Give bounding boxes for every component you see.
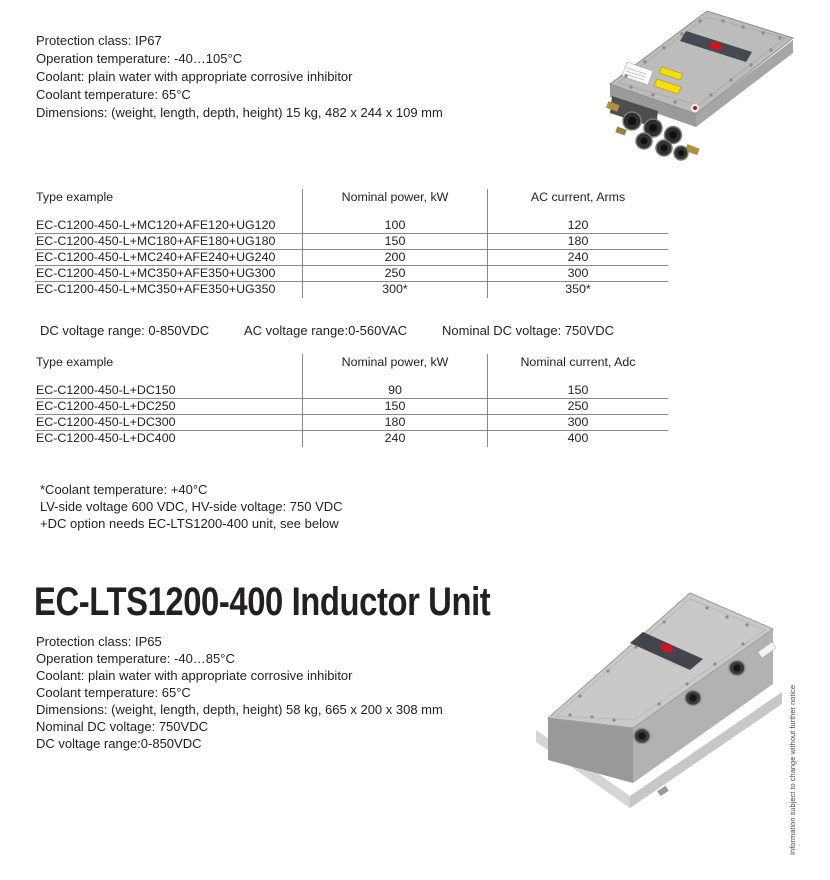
side-note: Information subject to change without further notice xyxy=(788,684,797,855)
footnote-line: +DC option needs EC-LTS1200-400 unit, see below xyxy=(40,516,339,531)
type-example-cell: EC-C1200-450-L+DC300 xyxy=(35,415,302,431)
footnote-line: LV-side voltage 600 VDC, HV-side voltage: 750 VDC xyxy=(40,499,343,514)
spec-line: Nominal DC voltage: 750VDC xyxy=(36,719,208,734)
spec-line: Coolant temperature: 65°C xyxy=(36,87,191,102)
value-cell: 300 xyxy=(487,415,668,431)
voltage-note: Nominal DC voltage: 750VDC xyxy=(442,323,614,338)
value-cell: 350* xyxy=(487,282,668,298)
spec-line: Operation temperature: -40…85°C xyxy=(36,651,235,666)
value-cell: 150 xyxy=(302,234,487,250)
value-cell: 180 xyxy=(487,234,668,250)
value-cell: 100 xyxy=(302,218,487,234)
type-example-cell: EC-C1200-450-L+MC180+AFE180+UG180 xyxy=(35,234,302,250)
footnote-line: *Coolant temperature: +40°C xyxy=(40,482,208,497)
type-example-cell: EC-C1200-450-L+MC350+AFE350+UG350 xyxy=(36,282,276,296)
converter-photo-illustration xyxy=(606,11,793,160)
voltage-note: DC voltage range: 0-850VDC xyxy=(40,323,210,338)
column-header: Nominal power, kW xyxy=(302,354,487,383)
red-seal-icon xyxy=(693,106,697,110)
inductor-spec-list xyxy=(36,633,443,752)
value-cell: 150 xyxy=(302,399,487,415)
column-header: Type example xyxy=(36,190,114,204)
spec-line: Dimensions: (weight, length, depth, height) 15 kg, 482 x 244 x 109 mm xyxy=(36,105,443,120)
column-header: Nominal power, kW xyxy=(302,189,487,218)
value-cell: 300 xyxy=(487,266,668,282)
column-header: AC current, Arms xyxy=(487,189,668,218)
inductor-product-photo xyxy=(530,588,790,808)
column-header: Type example xyxy=(36,355,114,369)
spec-line: Coolant: plain water with appropriate corrosive inhibitor xyxy=(36,668,353,683)
spec-line: Operation temperature: -40…105°C xyxy=(36,51,243,66)
spec-line: Coolant temperature: 65°C xyxy=(36,685,191,700)
value-cell: 120 xyxy=(487,218,668,234)
value-cell: 180 xyxy=(302,415,487,431)
type-example-cell: EC-C1200-450-L+DC400 xyxy=(36,431,176,445)
converter-product-photo xyxy=(560,0,830,180)
value-cell: 150 xyxy=(487,383,668,399)
value-cell: 250 xyxy=(487,399,668,415)
spec-line: DC voltage range:0-850VDC xyxy=(36,736,202,751)
spec-line: Coolant: plain water with appropriate corrosive inhibitor xyxy=(36,69,353,84)
ac-ratings-table xyxy=(35,189,668,298)
value-cell: 250 xyxy=(302,266,487,282)
type-example-cell: EC-C1200-450-L+MC240+AFE240+UG240 xyxy=(35,250,302,266)
voltage-notes xyxy=(36,323,676,339)
type-example-cell: EC-C1200-450-L+DC150 xyxy=(35,383,302,399)
value-cell: 90 xyxy=(302,383,487,399)
value-cell: 300* xyxy=(302,282,487,298)
spec-line: Protection class: IP65 xyxy=(36,634,162,649)
column-header: Nominal current, Adc xyxy=(487,354,668,383)
voltage-note: AC voltage range:0-560VAC xyxy=(244,323,408,338)
type-example-cell: EC-C1200-450-L+MC120+AFE120+UG120 xyxy=(35,218,302,234)
dc-ratings-table xyxy=(35,354,668,447)
inductor-photo-illustration xyxy=(536,593,782,808)
value-cell: 200 xyxy=(302,250,487,266)
value-cell: 240 xyxy=(487,250,668,266)
type-example-cell: EC-C1200-450-L+MC350+AFE350+UG300 xyxy=(35,266,302,282)
value-cell: 240 xyxy=(302,431,487,447)
spec-line: Protection class: IP67 xyxy=(36,33,162,48)
converter-spec-list xyxy=(36,32,443,122)
inductor-section-title: EC-LTS1200-400 Inductor Unit xyxy=(34,580,491,624)
value-cell: 400 xyxy=(487,431,668,447)
footnotes xyxy=(40,481,343,532)
type-example-cell: EC-C1200-450-L+DC250 xyxy=(35,399,302,415)
spec-line: Dimensions: (weight, length, depth, height) 58 kg, 665 x 200 x 308 mm xyxy=(36,702,443,717)
